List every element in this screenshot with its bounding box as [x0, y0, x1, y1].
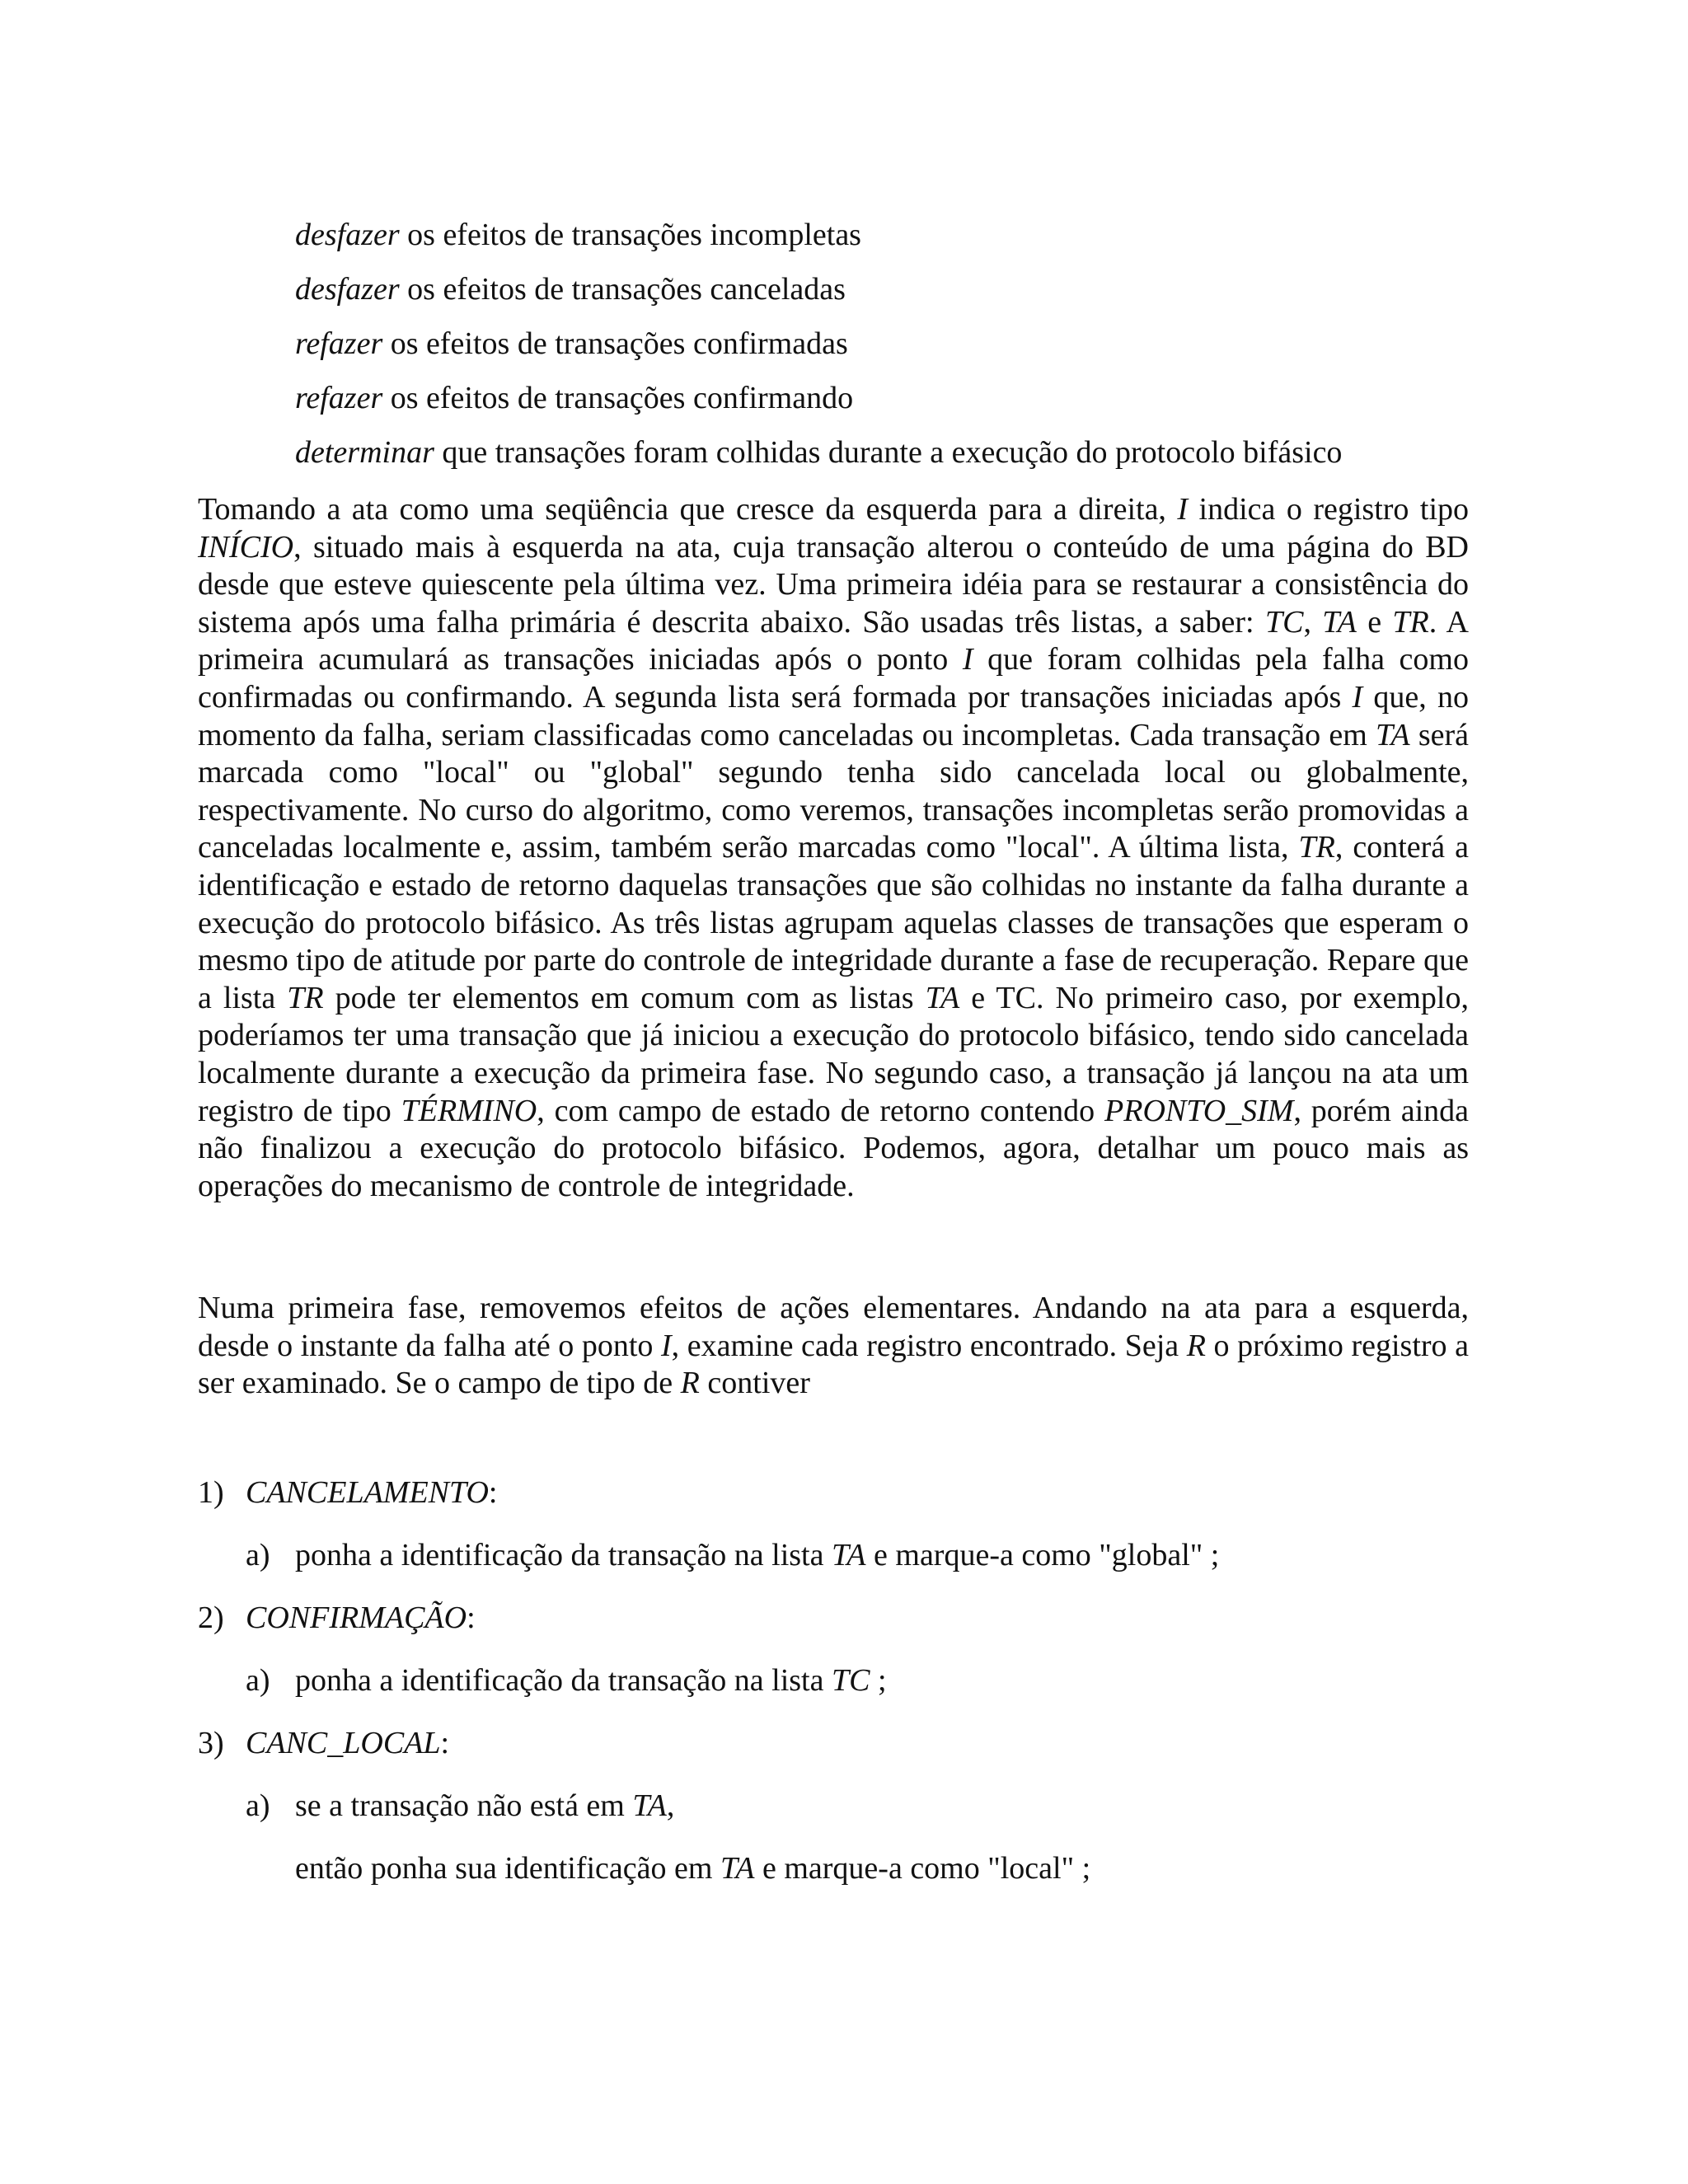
step-verb: determinar — [295, 435, 434, 470]
text-run: se a transação não está em — [295, 1788, 633, 1823]
record-type-name: CANCELAMENTO — [246, 1475, 489, 1510]
recovery-steps-list — [295, 208, 1614, 480]
sub-item-marker: a) — [246, 1788, 270, 1823]
text-run: que foram colhidas pela falha como confirmadas ou confirmando. A segunda lista será formada por transações iniciadas após — [198, 642, 1469, 715]
step-line — [295, 371, 1614, 425]
step-verb: desfazer — [295, 272, 400, 307]
step-text: os efeitos de transações canceladas — [399, 272, 846, 307]
text-run: e marque-a como "local" ; — [754, 1851, 1091, 1886]
italic-run: TR — [1392, 604, 1429, 640]
step-line — [295, 208, 1614, 262]
text-run: ponha a identificação da transação na lista — [295, 1538, 832, 1572]
body-paragraph — [198, 491, 1469, 1205]
italic-run: TA — [1376, 717, 1410, 752]
record-type-name: CONFIRMAÇÃO — [246, 1601, 467, 1635]
step-verb: refazer — [295, 381, 383, 415]
italic-run: I — [1177, 492, 1189, 527]
italic-run: TA — [720, 1851, 755, 1886]
text-run: , — [1303, 604, 1323, 640]
numbered-list — [198, 1461, 1517, 1900]
text-run: . A primeira acumulará as transações iniciadas após o ponto — [198, 604, 1469, 677]
text-run: e — [1356, 604, 1393, 640]
italic-run: TC — [831, 1663, 870, 1698]
list-item-heading — [198, 1586, 1517, 1649]
sub-item-continuation — [198, 1837, 1517, 1900]
sub-item-marker: a) — [246, 1538, 270, 1572]
record-type — [246, 1712, 449, 1774]
italic-run: R — [680, 1366, 700, 1401]
text-run: , examine cada registro encontrado. Seja — [671, 1328, 1187, 1363]
text-run: então ponha sua identificação em — [295, 1851, 720, 1886]
sub-item-text — [295, 1524, 1219, 1586]
step-line — [295, 262, 1614, 316]
text-run: ; — [870, 1663, 887, 1698]
italic-run: R — [1186, 1328, 1206, 1363]
italic-run: TR — [1298, 830, 1335, 865]
text-run: contiver — [699, 1366, 810, 1401]
step-verb: desfazer — [295, 218, 400, 252]
list-item — [198, 1461, 1517, 1586]
text-run: ponha a identificação da transação na lista — [295, 1663, 832, 1698]
text-run: será marcada como "local" ou "global" segundo tenha sido cancelada local ou globalmente, respectivamente. No curso do algoritmo, como veremos, transações incompletas serão promovidas a canceladas localmente e, assim, também serão marcadas como "local". A última lista, — [198, 717, 1469, 865]
step-line — [295, 316, 1614, 371]
colon: : — [488, 1475, 498, 1510]
sub-item-text — [295, 1837, 1090, 1900]
record-type-name: CANC_LOCAL — [246, 1726, 441, 1760]
text-run: o próximo registro a ser examinado. Se o campo de tipo de — [198, 1328, 1469, 1401]
text-run: , — [666, 1788, 675, 1823]
sub-item — [198, 1524, 1517, 1586]
colon: : — [467, 1601, 476, 1635]
list-item — [198, 1712, 1517, 1900]
text-run: indica o registro tipo — [1188, 492, 1470, 527]
text-run: Tomando a ata como uma seqüência que cresce da esquerda para a direita, — [198, 492, 1178, 527]
text-run: pode ter elementos em comum com as listas — [323, 980, 926, 1015]
italic-run: I — [1352, 679, 1363, 715]
italic-run: TA — [831, 1538, 866, 1572]
record-type — [246, 1461, 497, 1524]
italic-run: PRONTO_SIM — [1104, 1093, 1294, 1128]
italic-run: I — [661, 1328, 672, 1363]
text-run: , situado mais à esquerda na ata, cuja transação alterou o conteúdo de uma página do BD desde que esteve quiescente pela última vez. Uma primeira idéia para se restaurar a consistência do sistema após uma falha primária é descrita abaixo. São usadas três listas, a saber: — [198, 529, 1469, 640]
italic-run: TA — [632, 1788, 667, 1823]
step-line — [295, 425, 1614, 480]
italic-run: INÍCIO — [198, 529, 294, 565]
text-run: e TC. No primeiro caso, por exemplo, poderíamos ter uma transação que já iniciou a execução do protocolo bifásico, tendo sido cancelada localmente durante a execução da primeira fase. No segundo caso, a transação já lançou na ata um registro de tipo — [198, 980, 1469, 1128]
list-number: 1) — [198, 1475, 224, 1510]
text-run: , com campo de estado de retorno contendo — [537, 1093, 1105, 1128]
list-item-heading — [198, 1461, 1517, 1524]
list-number: 3) — [198, 1726, 224, 1760]
list-number: 2) — [198, 1601, 224, 1635]
step-verb: refazer — [295, 326, 383, 361]
text-run: Numa primeira fase, removemos efeitos de ações elementares. Andando na ata para a esquerda, desde o instante da falha até o ponto — [198, 1291, 1469, 1363]
italic-run: TR — [287, 980, 324, 1015]
step-text: os efeitos de transações confirmando — [382, 381, 854, 415]
italic-run: I — [962, 642, 973, 677]
step-text: os efeitos de transações confirmadas — [382, 326, 848, 361]
colon: : — [440, 1726, 450, 1760]
text-run: , porém ainda não finalizou a execução do protocolo bifásico. Podemos, agora, detalhar um pouco mais as operações do mecanismo de controle de integridade. — [198, 1093, 1470, 1203]
list-item — [198, 1586, 1517, 1712]
sub-item-text — [295, 1649, 887, 1712]
italic-run: TA — [925, 980, 960, 1015]
italic-run: TC — [1264, 604, 1304, 640]
sub-item — [198, 1649, 1517, 1712]
sub-item-text — [295, 1774, 674, 1837]
list-item-heading — [198, 1712, 1517, 1774]
step-text: os efeitos de transações incompletas — [399, 218, 861, 252]
sub-item-marker: a) — [246, 1663, 270, 1698]
text-run: e marque-a como "global" ; — [865, 1538, 1220, 1572]
italic-run: TÉRMINO — [401, 1093, 537, 1128]
body-paragraph — [198, 1290, 1469, 1403]
text-run: que, no momento da falha, seriam classificadas como canceladas ou incompletas. Cada transação em — [198, 679, 1469, 752]
record-type — [246, 1586, 476, 1649]
sub-item — [198, 1774, 1517, 1837]
italic-run: TA — [1322, 604, 1357, 640]
text-run: , conterá a identificação e estado de retorno daquelas transações que são colhidas no instante da falha durante a execução do protocolo bifásico. As três listas agrupam aquelas classes de transações que esperam o mesmo tipo de atitude por parte do controle de integridade durante a fase de recuperação. Repare que a lista — [198, 830, 1469, 1015]
step-text: que transações foram colhidas durante a execução do protocolo bifásico — [434, 435, 1343, 470]
